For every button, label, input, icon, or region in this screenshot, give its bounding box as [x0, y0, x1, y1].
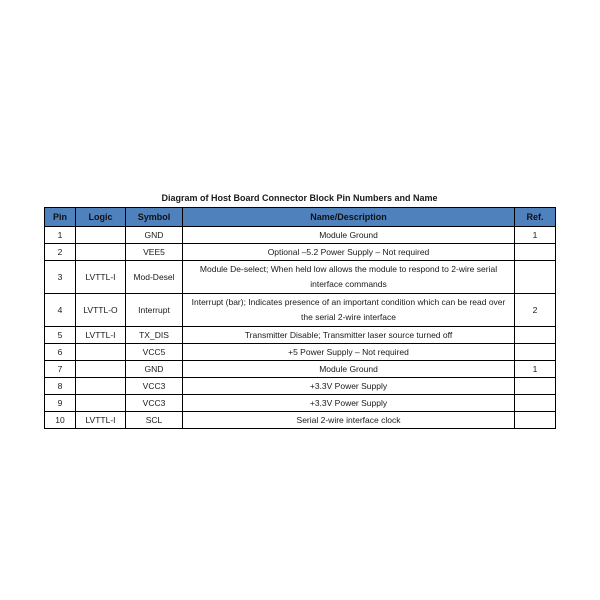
cell-pin: 6 — [45, 344, 76, 361]
cell-logic — [76, 395, 126, 412]
cell-ref — [515, 244, 556, 261]
cell-logic: LVTTL-I — [76, 412, 126, 429]
column-header-symbol: Symbol — [126, 208, 183, 227]
table-title: Diagram of Host Board Connector Block Pin Numbers and Name — [161, 193, 438, 203]
table-row — [45, 261, 556, 294]
cell-pin: 1 — [45, 227, 76, 244]
cell-ref — [515, 378, 556, 395]
cell-symbol: GND — [126, 227, 183, 244]
cell-description: Module Ground — [183, 227, 515, 244]
cell-pin: 8 — [45, 378, 76, 395]
cell-symbol: VCC3 — [126, 378, 183, 395]
cell-logic: LVTTL-O — [76, 294, 126, 327]
column-header-description: Name/Description — [183, 208, 515, 227]
cell-ref: 1 — [515, 227, 556, 244]
cell-symbol: GND — [126, 361, 183, 378]
cell-pin: 5 — [45, 327, 76, 344]
cell-description: +3.3V Power Supply — [183, 378, 515, 395]
cell-ref: 2 — [515, 294, 556, 327]
cell-symbol: VCC5 — [126, 344, 183, 361]
cell-ref — [515, 261, 556, 294]
cell-logic — [76, 244, 126, 261]
cell-logic — [76, 344, 126, 361]
cell-pin: 3 — [45, 261, 76, 294]
cell-pin: 9 — [45, 395, 76, 412]
cell-description: +5 Power Supply – Not required — [183, 344, 515, 361]
cell-symbol: Mod-Desel — [126, 261, 183, 294]
table-row — [45, 412, 556, 429]
header-row — [45, 208, 556, 227]
cell-ref: 1 — [515, 361, 556, 378]
cell-description: Serial 2-wire interface clock — [183, 412, 515, 429]
cell-logic — [76, 361, 126, 378]
table-row — [45, 244, 556, 261]
cell-symbol: VEE5 — [126, 244, 183, 261]
cell-ref — [515, 344, 556, 361]
column-header-pin: Pin — [45, 208, 76, 227]
cell-ref — [515, 412, 556, 429]
cell-description: Interrupt (bar); Indicates presence of an important condition which can be read over the serial 2-wire interface — [183, 294, 515, 327]
cell-description: +3.3V Power Supply — [183, 395, 515, 412]
table-row — [45, 294, 556, 327]
cell-description: Module De-select; When held low allows the module to respond to 2-wire serial interface commands — [183, 261, 515, 294]
cell-logic: LVTTL-I — [76, 327, 126, 344]
table-row — [45, 395, 556, 412]
cell-logic — [76, 378, 126, 395]
column-header-logic: Logic — [76, 208, 126, 227]
column-header-ref: Ref. — [515, 208, 556, 227]
cell-pin: 10 — [45, 412, 76, 429]
table-row — [45, 227, 556, 244]
cell-pin: 7 — [45, 361, 76, 378]
cell-symbol: SCL — [126, 412, 183, 429]
cell-logic — [76, 227, 126, 244]
table-row — [45, 361, 556, 378]
cell-ref — [515, 327, 556, 344]
cell-symbol: VCC3 — [126, 395, 183, 412]
cell-pin: 4 — [45, 294, 76, 327]
cell-description: Module Ground — [183, 361, 515, 378]
cell-description: Optional –5.2 Power Supply – Not required — [183, 244, 515, 261]
pin-table-section — [44, 193, 555, 429]
cell-logic: LVTTL-I — [76, 261, 126, 294]
table-row — [45, 327, 556, 344]
table-row — [45, 378, 556, 395]
cell-ref — [515, 395, 556, 412]
cell-description: Transmitter Disable; Transmitter laser source turned off — [183, 327, 515, 344]
cell-symbol: TX_DIS — [126, 327, 183, 344]
cell-symbol: Interrupt — [126, 294, 183, 327]
pin-description-table — [44, 207, 556, 429]
table-row — [45, 344, 556, 361]
cell-pin: 2 — [45, 244, 76, 261]
